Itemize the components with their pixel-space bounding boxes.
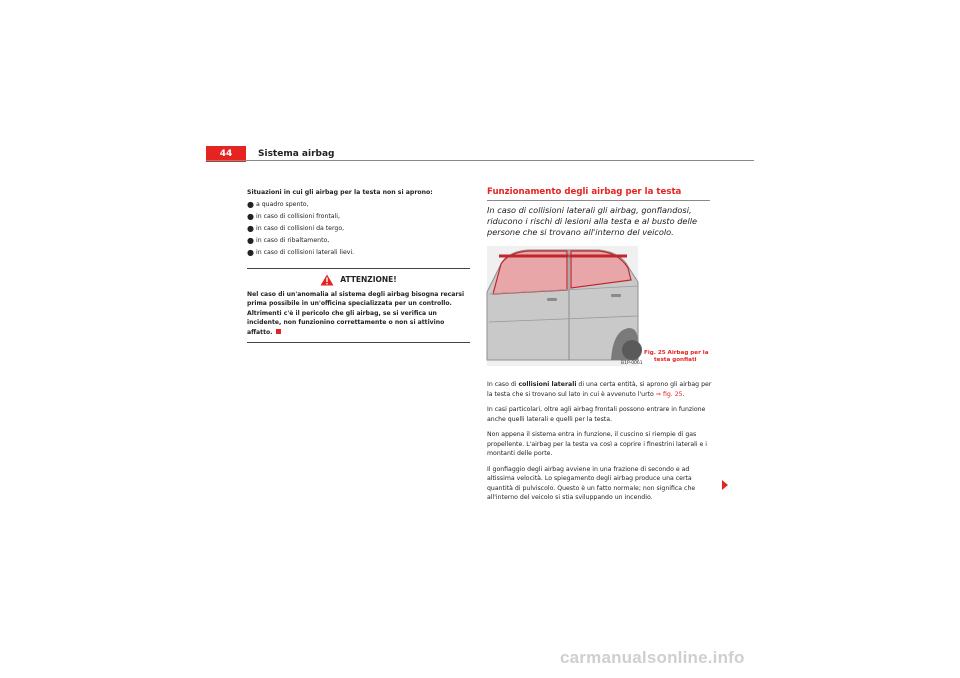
figure-code: B1P-0061 <box>621 361 643 366</box>
paragraph: In casi particolari, oltre agli airbag frontali possono entrare in funzione anche quelli laterali e quelli per la testa. <box>487 406 706 423</box>
paragraph: In caso di collisioni laterali di una certa entità, si aprono gli airbag per la testa che si trovano sul lato in cui è avvenuto l'urto ⇒ fig. 25. <box>487 381 712 398</box>
page-number: 44 <box>206 146 246 162</box>
warning-title: ATTENZIONE! <box>340 274 397 284</box>
figure-caption: Fig. 25 Airbag per la testa gonfiati <box>644 350 709 363</box>
bullet-icon: ● <box>247 236 254 246</box>
section-title: Funzionamento degli airbag per la testa <box>487 187 682 197</box>
watermark: carmanualsonline.info <box>560 648 745 667</box>
warning-text: Nel caso di un'anomalia al sistema degli airbag bisogna recarsi prima possibile in un'officina specializzata per un controllo. Altrimenti c'è il pericolo che gli airbag, se si verifica un incidente, non funzionino correttamente o non si attivino affatto. <box>247 290 465 336</box>
left-column <box>247 187 470 343</box>
list-item: ● in caso di collisioni da tergo, <box>247 224 345 234</box>
bullet-icon: ● <box>247 248 254 258</box>
list-item: ● in caso di collisioni frontali, <box>247 212 340 222</box>
page-header-title: Sistema airbag <box>258 149 335 159</box>
bullet-icon: ● <box>247 224 254 234</box>
bullet-icon: ● <box>247 212 254 222</box>
figure-reference-link[interactable]: ⇒ fig. 25 <box>655 390 683 398</box>
section-title-divider <box>487 200 710 201</box>
situations-heading: Situazioni in cui gli airbag per la testa non si aprono: <box>247 189 433 196</box>
section-body <box>487 380 712 509</box>
warning-box <box>247 268 470 343</box>
section-end-icon <box>276 329 281 334</box>
list-item: ● a quadro spento, <box>247 200 309 210</box>
bullet-icon: ● <box>247 200 254 210</box>
list-item: ● in caso di ribaltamento, <box>247 236 330 246</box>
list-item: ● in caso di collisioni laterali lievi. <box>247 248 355 258</box>
continue-arrow-icon <box>722 480 728 490</box>
warning-header <box>247 273 470 287</box>
paragraph: Il gonfiaggio degli airbag avviene in una frazione di secondo e ad altissima velocità. Lo spiegamento degli airbag produce una certa quantità di pulviscolo. Questo è un fatto normale; non significa che all'interno del veicolo si stia sviluppando un incendio. <box>487 465 696 501</box>
paragraph: Non appena il sistema entra in funzione, il cuscino si riempie di gas propellente. L'airbag per la testa va così a coprire i finestrini laterali e i montanti delle porte. <box>487 431 708 457</box>
section-intro: In caso di collisioni laterali gli airbag, gonfiandosi, riducono i rischi di lesioni alla testa e al busto delle persone che si trovano all'interno del veicolo. <box>487 205 698 237</box>
figure-head-airbags <box>487 246 643 366</box>
car-airbag-illustration <box>487 246 643 366</box>
header-divider <box>206 160 754 161</box>
situations-list <box>247 199 470 259</box>
warning-triangle-icon <box>320 274 334 286</box>
